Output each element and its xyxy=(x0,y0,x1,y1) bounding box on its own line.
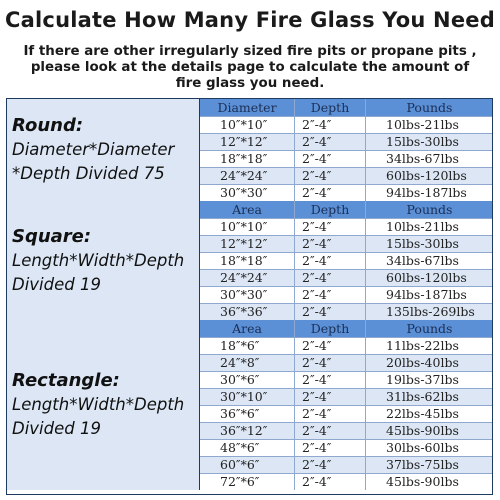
size-cell: 36″*12″ xyxy=(200,422,295,439)
depth-cell: 2″-4″ xyxy=(295,133,366,150)
pounds-cell: 30lbs-60lbs xyxy=(386,440,459,455)
table-border xyxy=(6,98,493,495)
pounds-cell: 60lbs-120lbs xyxy=(386,270,467,285)
depth-cell: 2″-4″ xyxy=(295,303,366,320)
pounds-cell: 45lbs-90lbs xyxy=(386,423,459,438)
size-cell: 48″*6″ xyxy=(200,439,295,456)
formula-line: *Depth Divided 75 xyxy=(12,164,165,183)
depth-cell: 2″-4″ xyxy=(295,354,366,371)
shape-name: Rectangle: xyxy=(12,370,120,391)
depth-cell: 2″-4″ xyxy=(295,456,366,473)
size-cell: 18″*6″ xyxy=(200,337,295,354)
formula-line: Length*Width*Depth xyxy=(12,395,185,414)
pounds-cell: 11lbs-22lbs xyxy=(386,338,459,353)
column-header: Pounds xyxy=(406,202,453,217)
pounds-cell: 94lbs-187lbs xyxy=(386,287,467,302)
pounds-cell: 45lbs-90lbs xyxy=(386,474,459,489)
depth-cell: 2″-4″ xyxy=(295,235,366,252)
depth-cell: 2″-4″ xyxy=(295,286,366,303)
depth-cell: 2″-4″ xyxy=(295,371,366,388)
pounds-cell: 34lbs-67lbs xyxy=(386,253,459,268)
depth-cell: 2″-4″ xyxy=(295,388,366,405)
size-cell: 30″*6″ xyxy=(200,371,295,388)
pounds-cell: 31lbs-62lbs xyxy=(386,389,459,404)
size-cell: 36″*36″ xyxy=(200,303,295,320)
formula-line: Diameter*Diameter xyxy=(12,140,175,159)
pounds-cell: 15lbs-30lbs xyxy=(386,236,459,251)
formula-line: Divided 19 xyxy=(12,419,101,438)
column-header: Pounds xyxy=(406,321,453,336)
subtitle-line-1: If there are other irregularly sized fire pits or propane pits , xyxy=(23,44,477,59)
depth-cell: 2″-4″ xyxy=(295,405,366,422)
depth-cell: 2″-4″ xyxy=(295,422,366,439)
size-cell: 60″*6″ xyxy=(200,456,295,473)
size-cell: 18″*18″ xyxy=(200,252,295,269)
shape-name: Round: xyxy=(12,115,84,136)
size-cell: 72″*6″ xyxy=(200,473,295,490)
formula-line: Divided 19 xyxy=(12,274,101,294)
column-header: Depth xyxy=(295,201,366,218)
size-cell: 36″*6″ xyxy=(200,405,295,422)
pounds-cell: 22lbs-45lbs xyxy=(386,406,459,421)
formula-line: Length*Width*Depth xyxy=(12,250,185,270)
size-cell: 24″*24″ xyxy=(200,269,295,286)
size-cell: 24″*24″ xyxy=(200,167,295,184)
depth-cell: 2″-4″ xyxy=(295,167,366,184)
size-cell: 10″*10″ xyxy=(200,116,295,133)
size-cell: 30″*10″ xyxy=(200,388,295,405)
pounds-cell: 19lbs-37lbs xyxy=(386,372,459,387)
depth-cell: 2″-4″ xyxy=(295,184,366,201)
pounds-cell: 20lbs-40lbs xyxy=(386,355,459,370)
size-cell: 12″*12″ xyxy=(200,133,295,150)
depth-cell: 2″-4″ xyxy=(295,116,366,133)
depth-cell: 2″-4″ xyxy=(295,150,366,167)
column-header: Area xyxy=(200,320,295,337)
column-header: Depth xyxy=(295,99,366,116)
shape-name: Square: xyxy=(12,225,92,247)
subtitle xyxy=(0,44,500,92)
page-title: Calculate How Many Fire Glass You Need xyxy=(5,8,495,32)
pounds-cell: 94lbs-187lbs xyxy=(386,185,467,200)
depth-cell: 2″-4″ xyxy=(295,269,366,286)
size-cell: 18″*18″ xyxy=(200,150,295,167)
pounds-cell: 37lbs-75lbs xyxy=(386,457,459,472)
pounds-cell: 10lbs-21lbs xyxy=(386,117,459,132)
column-header: Area xyxy=(200,201,295,218)
subtitle-line-3: fire glass you need. xyxy=(175,76,325,91)
size-cell: 30″*30″ xyxy=(200,286,295,303)
column-header: Depth xyxy=(295,320,366,337)
pounds-cell: 60lbs-120lbs xyxy=(386,168,467,183)
pounds-cell: 15lbs-30lbs xyxy=(386,134,459,149)
column-header: Diameter xyxy=(200,99,295,116)
depth-cell: 2″-4″ xyxy=(295,439,366,456)
pounds-cell: 10lbs-21lbs xyxy=(386,219,459,234)
size-cell: 10″*10″ xyxy=(200,218,295,235)
depth-cell: 2″-4″ xyxy=(295,218,366,235)
size-cell: 12″*12″ xyxy=(200,235,295,252)
depth-cell: 2″-4″ xyxy=(295,337,366,354)
column-header: Pounds xyxy=(406,100,453,115)
pounds-cell: 135lbs-269lbs xyxy=(386,304,475,319)
size-cell: 30″*30″ xyxy=(200,184,295,201)
subtitle-line-2: please look at the details page to calculate the amount of xyxy=(30,60,470,75)
pounds-cell: 34lbs-67lbs xyxy=(386,151,459,166)
depth-cell: 2″-4″ xyxy=(295,473,366,490)
size-cell: 24″*8″ xyxy=(200,354,295,371)
depth-cell: 2″-4″ xyxy=(295,252,366,269)
